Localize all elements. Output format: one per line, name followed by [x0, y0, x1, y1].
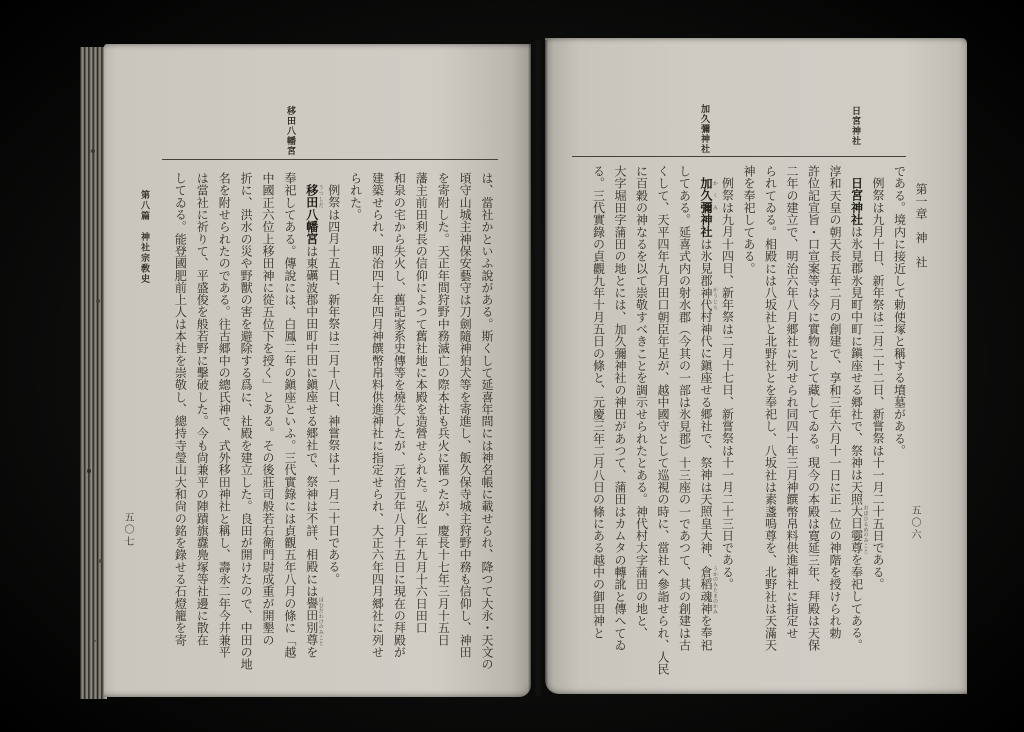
left-margin-header: 移田八幡宮	[285, 106, 295, 156]
text-column: 移田 うつしだ八幡宮は東礪波郡中田町中田に鎭座せる郷社で、祭神は不詳、相殿には譽田別尊 ほむだわけのみことを	[304, 184, 324, 659]
text-column: は、當社かといふ說がある。斯くして延喜年間には神名帳に載せられ、降つて大永・天文の	[480, 172, 494, 671]
book-gutter	[528, 40, 548, 696]
text-column: られた。	[348, 172, 363, 221]
text-column: 折に、洪水の災や野獸の害を避除する爲に、社殿を建立した。良田が開けたので、中田の地	[239, 172, 254, 671]
text-column: くして、天平四年九月田口朝臣年足が、越中國守として巡視の時に、當社へ參詣せられ、人民	[656, 165, 670, 676]
text-column: してある。延喜式内の射水郡（今其の一部は氷見郡）十三座の一であつて、其の創建は古	[677, 165, 692, 651]
ruby-annotated-text: 移田 うつしだ	[304, 184, 324, 209]
right-page-number: 五〇六	[909, 505, 920, 541]
ruby-annotated-text: 大日孁尊 おほひるめのみこと	[849, 505, 869, 554]
text-column: 神を奉祀してある。	[742, 165, 756, 275]
text-column: 日宮神社は氷見郡氷見町中町に鎭座せる郷社で、祭神は天照大日孁尊 おほひるめのみことを奉祀してある。	[849, 177, 869, 652]
text-column: 名を附せられたのである。往古郷中の總氏神で、式外移田神社と稱し、壽永二年今井兼平	[217, 172, 232, 658]
ruby-annotated-text: 譽田別尊 ほむだわけのみこと	[304, 597, 324, 646]
text-column: 和泉の宅から失火し、舊記家系史傳等を燒失したが、元治元年八月十五日に現在の拜殿が	[392, 172, 407, 658]
text-column: 奉祀してある。傳說には、白鳳二年の鎭座といふ。三代實錄には貞觀五年八月の條に「越	[282, 172, 297, 658]
ruby-annotated-text: 倉稻魂神 うかのみたまのかみ	[699, 565, 718, 615]
text-column: 頃守山城主神保安藝守は刀劍隨神狛犬等を寄進し、飯久保寺城主狩野中務も信仰し、神田	[458, 172, 473, 658]
text-column: る。三代實錄の貞觀九年十月五日の條と、元慶三年二月八日の條にある越中の御田神と	[591, 165, 606, 639]
right-page	[545, 38, 967, 694]
text-column: 二年の建立で、明治六年八月郷社に列せられ同四十年三月神饌幣帛料供進神社に指定せ	[785, 165, 799, 639]
text-column: 中國正六位上移田神に從五位下を授く」とある。その後莊司般若右衛門尉成重が開墾の	[261, 172, 275, 646]
text-column: 建築せられ、明治四十年四月神饌幣帛料供進神社に指定せられ、大正六年四月郷社に列せ	[370, 172, 385, 658]
text-column: 第一章 神 社	[914, 183, 928, 269]
scan-speckles	[0, 0, 2, 2]
text-column: を寄附した。天正年間狩野中務滅亡の際本社も兵火に罹つたが、慶長十七年三月十五日	[436, 172, 451, 646]
text-column: 許位記宣旨・口宣案等は今に實物として藏してゐる。現今の本殿は寛延三年、拜殿は天保	[806, 165, 821, 651]
text-column: 例祭は九月十日、新年祭は二月二十二日、新嘗祭は十一月二十五日である。	[871, 177, 885, 591]
page-edge-stack	[80, 47, 107, 699]
text-column: 藩主前田利長の信仰によつて舊社地に本殿を造營せられた。弘化二年九月十六日田口	[414, 172, 429, 634]
left-page	[104, 44, 531, 697]
text-column: られてゐる。相殿には八坂社と北野社とを奉祀し、八坂社は素盞嗚尊を、北野社は天滿天	[763, 165, 778, 651]
text-column: 大字堀田字蒲田の地とには、加久彌神社の神田があつて、蒲田はカムタの轉訛と傳へてゐ	[613, 165, 627, 651]
text-column: してゐる。能登國肥前上人は本社を崇敬し、總持寺瑩山大和尙の銘を錄せる石燈籠を寄	[173, 172, 188, 646]
text-column: 例祭は四月十五日、新年祭は二月十八日、神嘗祭は十一月二十日である。	[326, 184, 341, 586]
text-column: 例祭は九月十四日、新年祭は二月十七日、新嘗祭は十一月二十三日である。	[720, 177, 735, 591]
text-column: である。境内に接近して勅使塚と稱する墳墓がある。	[892, 165, 907, 457]
text-column: に百穀の神なるを以て崇敬すべきことを調示せられたとある。神代村大字蒲田の地と、	[634, 165, 649, 639]
left-page-number: 五〇七	[122, 512, 133, 548]
text-column: 淳和天皇の朝天長五年二月の創建で、享和三年六月十一日に正一位の神階を授けられ勅	[828, 165, 842, 639]
text-column: 加久彌 かくみ神社は氷見郡神代 かうじろ村神代に鎭座せる郷社で、祭神は天照皇大神、倉稻魂神 うかのみたまのかみを奉祀	[699, 177, 718, 652]
right-margin-header-hinomiya: 日宮神社	[850, 106, 860, 146]
book-part-edge-label: 第八篇 神社宗敎史	[139, 190, 149, 285]
text-column: は當社に祈りて、平盛俊を般若野に擊破した。今も尙兼平の陣蹟旗纛鳧塚等社邊に散在	[195, 172, 210, 646]
ruby-annotated-text: 加久彌 かくみ	[699, 177, 718, 214]
left-page-header-rule	[162, 159, 498, 160]
right-page-header-rule	[572, 156, 906, 157]
right-margin-header-kakumi: 加久彌神社	[699, 104, 709, 154]
ruby-annotated-text: 神代 かうじろ	[699, 286, 718, 311]
